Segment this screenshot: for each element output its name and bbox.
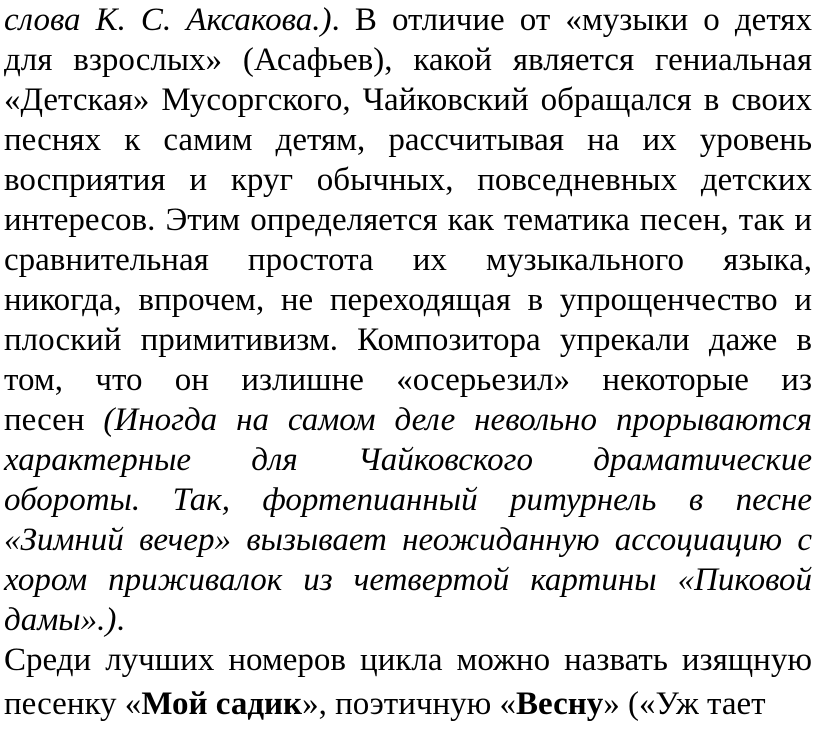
text-line — [4, 320, 812, 360]
text-line — [4, 360, 812, 400]
text-line — [4, 80, 812, 120]
text-run: для взрослых» (Асафьев), какой является гениальная — [4, 42, 812, 78]
text-run: интересов. Этим определяется как тематика песен, так и — [4, 202, 812, 238]
text-run: песенку « — [4, 686, 142, 722]
text-run: » («Уж тает — [603, 686, 766, 722]
text-run: », поэтичную « — [302, 686, 517, 722]
text-line — [4, 560, 812, 600]
text-line — [4, 400, 812, 440]
text-run: «Зимний вечер» вызывает неожиданную ассоциацию с — [4, 522, 812, 558]
text-run: том, что он излишне «осерьезил» некоторые из — [4, 362, 812, 398]
text-run: обороты. Так, фортепианный ритурнель в песне — [4, 482, 812, 518]
text-run: песен — [4, 402, 104, 438]
text-line — [4, 600, 812, 640]
text-run: . В отличие от «музыки о детях — [331, 2, 812, 38]
text-run: . — [116, 602, 125, 638]
text-line — [4, 520, 812, 560]
text-run: хором приживалок из четвертой картины «Пиковой — [4, 562, 812, 598]
text-run: песнях к самим детям, рассчитывая на их уровень — [4, 122, 812, 158]
text-line — [4, 160, 812, 200]
text-line — [4, 40, 812, 80]
text-run: «Детская» Мусоргского, Чайковский обращался в своих — [4, 82, 812, 118]
text-line — [4, 480, 812, 520]
text-line — [4, 440, 812, 480]
text-line — [4, 240, 812, 280]
song-title-bold: Весну — [516, 686, 604, 722]
text-line — [4, 200, 812, 240]
text-run: восприятия и круг обычных, повседневных детских — [4, 162, 812, 198]
song-title-bold: Мой садик — [141, 686, 303, 722]
text-run: (Иногда на самом деле невольно прорываются — [103, 402, 812, 438]
text-run: сравнительная простота их музыкального языка, — [4, 242, 812, 278]
text-line — [4, 640, 812, 680]
text-line — [4, 0, 812, 40]
text-run: плоский примитивизм. Композитора упрекали даже в — [4, 322, 812, 358]
text-run: характерные для Чайковского драматические — [4, 442, 812, 478]
text-line — [4, 684, 812, 724]
text-line — [4, 120, 812, 160]
text-run: Среди лучших номеров цикла можно назвать изящную — [4, 642, 812, 678]
text-run: слова К. С. Аксакова.) — [4, 2, 332, 38]
text-run: дамы».) — [4, 602, 117, 638]
text-line — [4, 280, 812, 320]
text-run: никогда, впрочем, не переходящая в упрощенчество и — [4, 282, 812, 318]
